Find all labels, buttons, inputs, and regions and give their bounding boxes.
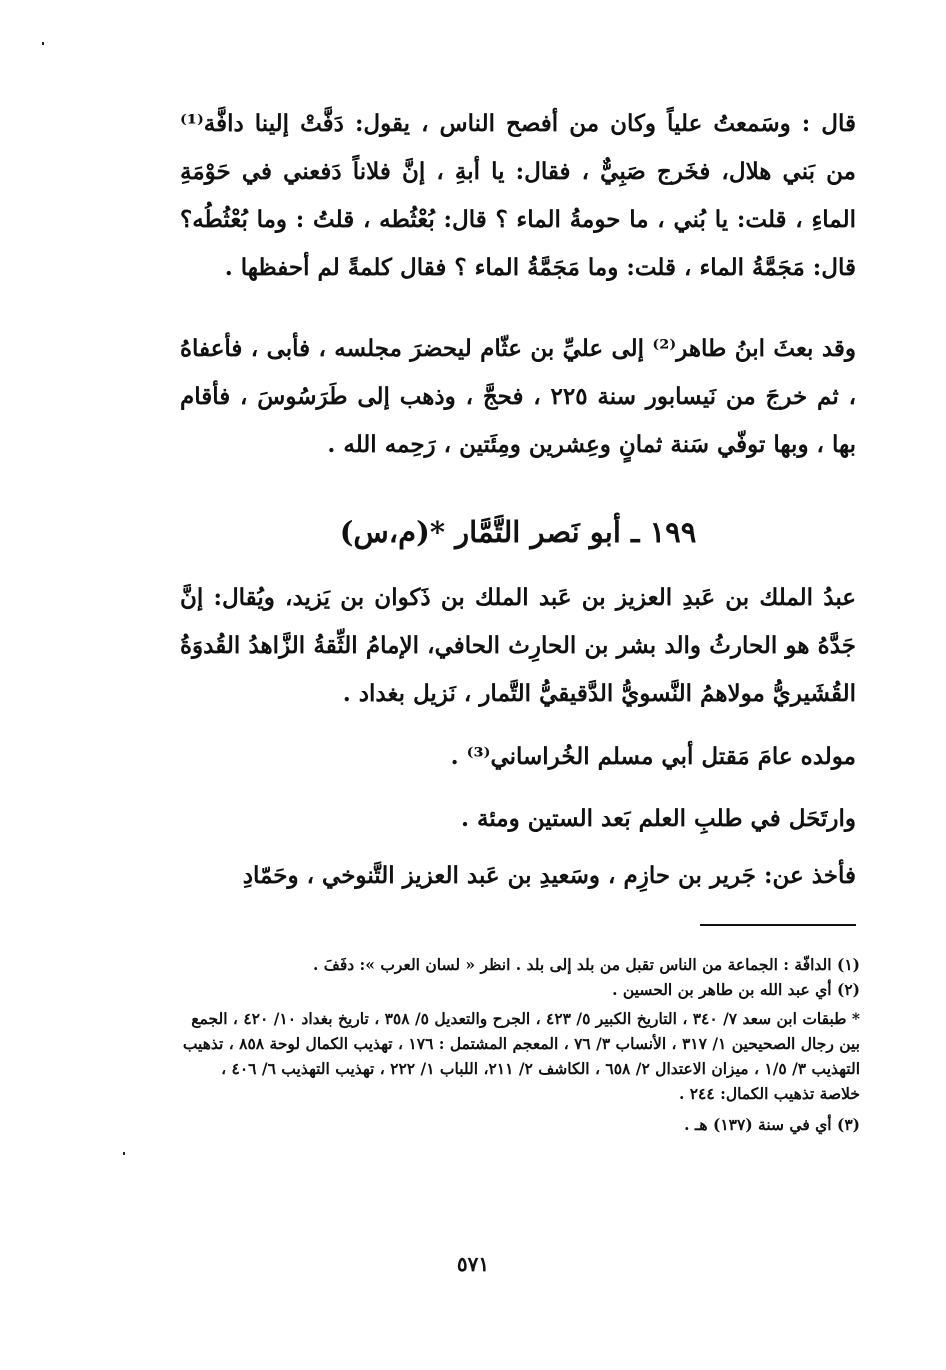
biography-birth-line: مولده عامَ مَقتل أبي مسلم الخُراساني⁽³⁾ . [450, 743, 856, 770]
footnotes [176, 952, 860, 1137]
biography-travel-line: وارتَحَل في طلبِ العلم بَعد الستين ومئة . [461, 805, 856, 832]
footnote-sources: * طبقات ابن سعد ٧/ ٣٤٠ ، التاريخ الكبير ٥/ ٤٢٣ ، الجرح والتعديل ٥/ ٣٥٨ ، تاريخ بغداد ١٠/ ٤٢٠ ، الجمع بين رجال الصحيحين ١/ ٣١٧ ، الأنساب ٣/ ٧٦ ، المعجم المشتمل : ١٧٦ ، تهذيب الكمال لوحة ٨٥٨ ، تذهيب التهذيب ٣/ ١/٥ ، ميزان الاعتدال ٢/ ٦٥٨ ، الكاشف ٢/ ٢١١، اللباب ١/ ٢٢٢ ، تهذيب التهذيب ٦/ ٤٠٦ ، خلاصة تذهيب الكمال: ٢٤٤ . [182, 1009, 860, 1103]
footnote-1: (١) الدافّة : الجماعة من الناس تقبل من بلد إلى بلد . انظر « لسان العرب »: دفَفَ . [312, 955, 860, 974]
paragraph-ali-quote: قال : وسَمعتُ علياً وكان من أفصح الناس ، يقول: دَفَّتْ إلينا دافَّة⁽¹⁾ من بَني هلال، فخَرج صَبِيٌّ ، فقال: يا أبةِ ، إنَّ فلاناً دَفعني في حَوْمَةِ الماءِ ، قلت: يا بُني ، ما حومةُ الماء ؟ قال: بُعْثُطه ، قلتُ : وما بُعْثُطُه؟قال: مَجَمَّةُ الماء ، قلت: وما مَجَمَّةُ الماء ؟ فقال كلمةً لم أحفظها . [180, 110, 856, 281]
scan-speck [123, 1152, 125, 1155]
paragraph-ibn-tahir: وقد بعثَ ابنُ طاهر⁽²⁾ إلى عليِّ بن عثّام ليحضرَ مجلسه ، فأبى ، فأعفاهُ ، ثم خرجَ من نَيسابور سنة ٢٢٥ ، فحجَّ ، وذهب إلى طَرَسُوسَ ، فأقام بها ، وبها توفّي سَنة ثمانٍ وعِشرين ومِئَتين ، رَحِمه الله . [180, 335, 856, 458]
page-number: ٥٧١ [456, 1252, 490, 1276]
biography-heading: ١٩٩ ـ أبو نَصر التَّمَّار *(م،س) [339, 515, 697, 549]
footnote-2: (٢) أي عبد الله بن طاهر بن الحسين . [612, 980, 860, 999]
scan-speck [42, 42, 44, 45]
biography-name-paragraph: عبدُ الملك بن عَبدِ العزيز بن عَبد الملك بن ذَكوان بن يَزيد، ويُقال: إنَّ جَدَّهُ هو الحارثُ والد بشر بن الحارِث الحافي، الإمامُ الثِّقةُ الزَّاهدُ القُدوَةُ القُشَيريُّ مولاهمُ النَّسويُّ الدَّقيقيُّ التَّمار ، نَزيل بغداد . [180, 584, 856, 707]
biography-teachers-line: فأخذ عن: جَرير بن حازِم ، وسَعيدِ بن عَبد العزيز التَّنوخي ، وحَمّادِ [242, 862, 856, 889]
footnote-separator [700, 924, 856, 926]
footnote-3: (٣) أي في سنة (١٣٧) هـ . [684, 1115, 860, 1134]
